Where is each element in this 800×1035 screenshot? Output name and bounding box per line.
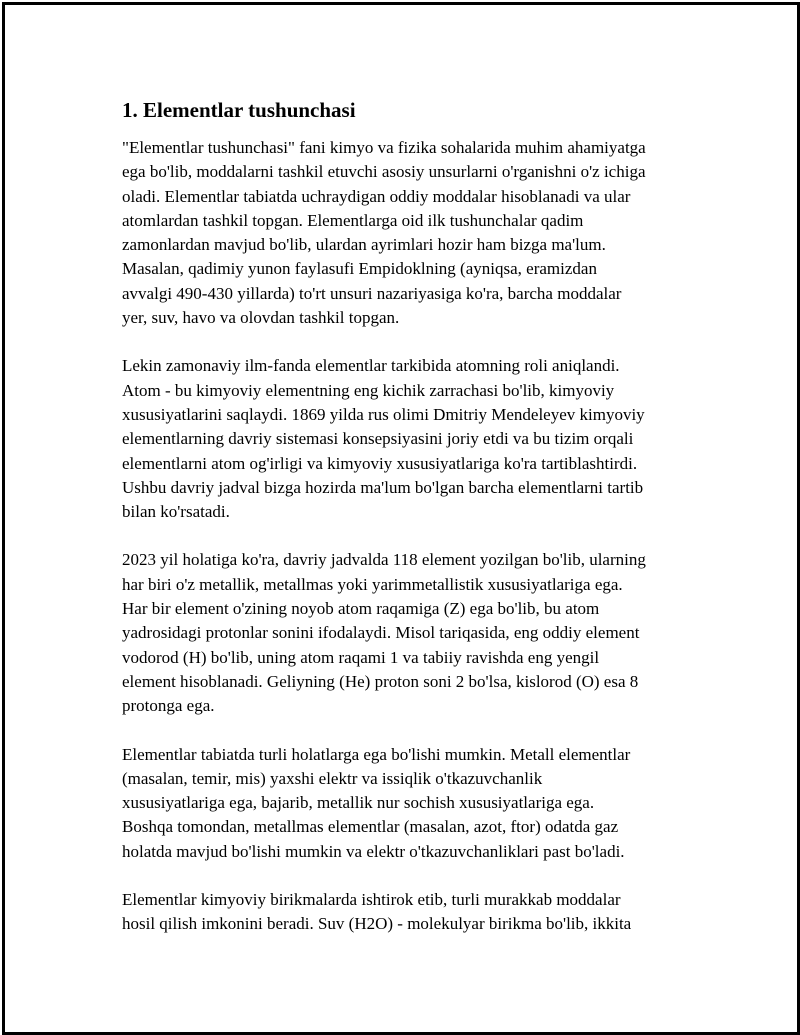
text-line: hosil qilish imkonini beradi. Suv (H2O) - molekulyar birikma bo'lib, ikkita [122, 914, 632, 934]
paragraph [120, 548, 700, 718]
text-line: Boshqa tomondan, metallmas elementlar (masalan, azot, ftor) odatda gaz [122, 817, 619, 837]
text-line: atomlardan tashkil topgan. Elementlarga oid ilk tushunchalar qadim [122, 210, 584, 230]
text-line: xususiyatlariga ega, bajarib, metallik nur sochish xususiyatlariga ega. [122, 793, 595, 813]
text-line: elementlarni atom og'irligi va kimyoviy xususiyatlariga ko'ra tartiblashtirdi. [122, 453, 638, 473]
text-line: "Elementlar tushunchasi" fani kimyo va fizika sohalarida muhim ahamiyatga [122, 138, 646, 157]
text-line: har biri o'z metallik, metallmas yoki yarimmetallistik xususiyatlariga ega. [122, 574, 623, 594]
text-line: oladi. Elementlar tabiatda uchraydigan oddiy moddalar hisoblanadi va ular [122, 186, 631, 206]
text-line: holatda mavjud bo'lishi mumkin va elektr o'tkazuvchanliklari past bo'ladi. [122, 841, 625, 861]
text-line: vodorod (H) bo'lib, uning atom raqami 1 va tabiiy ravishda eng yengil [122, 647, 600, 667]
text-line: xususiyatlarini saqlaydi. 1869 yilda rus olimi Dmitriy Mendeleyev kimyoviy [122, 404, 645, 424]
text-line: Lekin zamonaviy ilm-fanda elementlar tarkibida atomning roli aniqlandi. [122, 356, 620, 376]
text-line: Atom - bu kimyoviy elementning eng kichik zarrachasi bo'lib, kimyoviy [122, 380, 615, 400]
text-line: (masalan, temir, mis) yaxshi elektr va issiqlik o'tkazuvchanlik [122, 768, 543, 788]
text-line: zamonlardan mavjud bo'lib, ulardan ayrimlari hozir ham bizga ma'lum. [122, 235, 606, 255]
text-line: Ushbu davriy jadval bizga hozirda ma'lum bo'lgan barcha elementlarni tartib [122, 477, 644, 497]
text-line: Elementlar kimyoviy birikmalarda ishtirok etib, turli murakkab moddalar [122, 890, 621, 910]
text-line: yadrosidagi protonlar sonini ifodalaydi. Misol tariqasida, eng oddiy element [122, 623, 640, 643]
document-body [120, 96, 700, 961]
paragraph [120, 888, 700, 937]
text-line: elementlarning davriy sistemasi konsepsiyasini joriy etdi va bu tizim orqali [122, 429, 634, 449]
text-line: protonga ega. [122, 696, 215, 716]
paragraph [120, 136, 700, 330]
text-line: yer, suv, havo va olovdan tashkil topgan. [122, 308, 400, 328]
text-line: avvalgi 490-430 yillarda) to'rt unsuri nazariyasiga ko'ra, barcha moddalar [122, 283, 622, 303]
text-line: Elementlar tabiatda turli holatlarga ega bo'lishi mumkin. Metall elementlar [122, 744, 631, 764]
text-line: bilan ko'rsatadi. [122, 502, 230, 522]
paragraph [120, 743, 700, 864]
page-title: 1. Elementlar tushunchasi [122, 98, 356, 122]
text-line: Masalan, qadimiy yunon faylasufi Empidoklning (ayniqsa, eramizdan [122, 259, 597, 279]
text-line: element hisoblanadi. Geliyning (He) proton soni 2 bo'lsa, kislorod (O) esa 8 [122, 671, 639, 691]
page-frame [2, 2, 800, 1035]
text-line: ega bo'lib, moddalarni tashkil etuvchi asosiy unsurlarni o'rganishni o'z ichiga [122, 162, 646, 182]
text-line: 2023 yil holatiga ko'ra, davriy jadvalda 118 element yozilgan bo'lib, ularning [122, 550, 646, 570]
text-line: Har bir element o'zining noyob atom raqamiga (Z) ega bo'lib, bu atom [122, 599, 600, 619]
paragraph [120, 354, 700, 524]
